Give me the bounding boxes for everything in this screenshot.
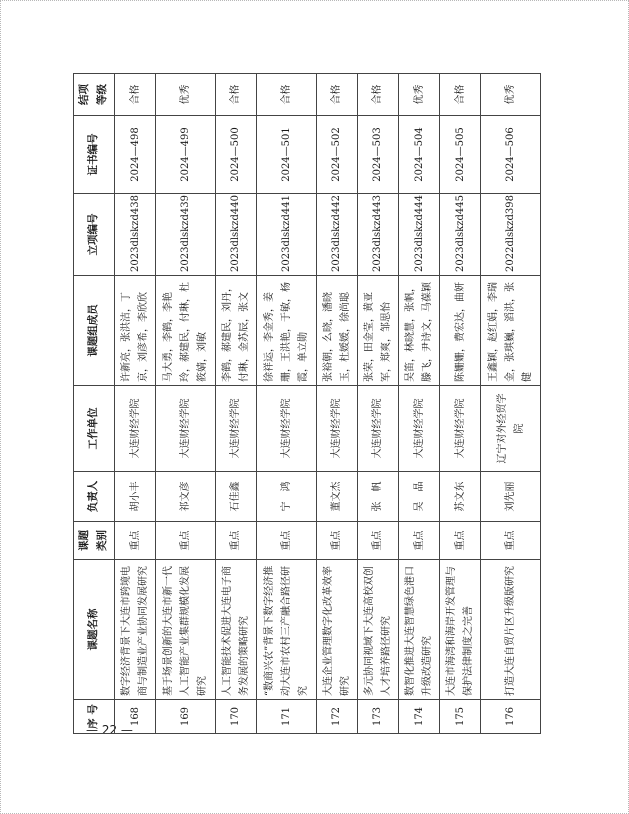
cell-seq: 168 (115, 700, 156, 734)
table-body (115, 74, 541, 734)
cell-cert-no: 2024—505 (440, 116, 481, 194)
cell-category: 重点 (215, 522, 256, 560)
cell-result: 合格 (357, 74, 398, 116)
cell-project-no: 2023dlskzd439 (156, 194, 216, 276)
cell-result: 合格 (215, 74, 256, 116)
cell-project-no: 2023dlskzd441 (257, 194, 317, 276)
header-members: 课题组成员 (74, 276, 115, 386)
cell-category: 重点 (257, 522, 317, 560)
cell-leader: 宁 鸿 (257, 472, 317, 522)
cell-project-no: 2023dlskzd438 (115, 194, 156, 276)
cell-leader: 张 帆 (357, 472, 398, 522)
cell-name: 数智化推进大连智慧绿色港口升级改造研究 (399, 560, 440, 700)
cell-result: 优秀 (399, 74, 440, 116)
table-row (399, 74, 440, 734)
cell-seq: 174 (399, 700, 440, 734)
cell-category: 重点 (357, 522, 398, 560)
cell-seq: 175 (440, 700, 481, 734)
cell-cert-no: 2024—500 (215, 116, 256, 194)
page-number: — 22 — (86, 723, 133, 737)
cell-project-no: 2023dlskzd440 (215, 194, 256, 276)
cell-seq: 169 (156, 700, 216, 734)
cell-name: “数商兴农”背景下数字经济推动大连市农村三产融合路径研究 (257, 560, 317, 700)
cell-seq: 176 (481, 700, 541, 734)
cell-unit: 大连财经学院 (115, 386, 156, 472)
cell-cert-no: 2024—504 (399, 116, 440, 194)
table-row (316, 74, 357, 734)
cell-result: 优秀 (156, 74, 216, 116)
cell-unit: 大连财经学院 (257, 386, 317, 472)
cell-cert-no: 2024—506 (481, 116, 541, 194)
table-row (481, 74, 541, 734)
header-cert-no: 证书编号 (74, 116, 115, 194)
cell-category: 重点 (156, 522, 216, 560)
cell-members: 王鑫颖，赵红娟，李瑞金，张琪巍，滔洪，张健 (481, 276, 541, 386)
rotated-table-wrapper (73, 74, 541, 734)
cell-cert-no: 2024—498 (115, 116, 156, 194)
header-leader: 负责人 (74, 472, 115, 522)
header-seq: 序 号 (74, 700, 115, 734)
cell-category: 重点 (115, 522, 156, 560)
cell-unit: 大连财经学院 (357, 386, 398, 472)
cell-unit: 大连财经学院 (156, 386, 216, 472)
cell-category: 重点 (440, 522, 481, 560)
cell-leader: 胡小丰 (115, 472, 156, 522)
cell-name: 基于场景创新的大连市新一代人工智能产业集群规模化发展研究 (156, 560, 216, 700)
cell-project-no: 2022dlskzd398 (481, 194, 541, 276)
cell-result: 合格 (316, 74, 357, 116)
cell-seq: 171 (257, 700, 317, 734)
cell-leader: 石佳鑫 (215, 472, 256, 522)
cell-cert-no: 2024—499 (156, 116, 216, 194)
cell-unit: 大连财经学院 (399, 386, 440, 472)
cell-members: 许新亮，张洪洁，丁京，刘彦希，李欣欣 (115, 276, 156, 386)
cell-name: 人工智能技术促进大连电子商务发展的策略研究 (215, 560, 256, 700)
results-table (73, 73, 541, 734)
cell-project-no: 2023dlskzd445 (440, 194, 481, 276)
header-name: 课题名称 (74, 560, 115, 700)
cell-cert-no: 2024—503 (357, 116, 398, 194)
cell-unit: 辽宁对外经贸学院 (481, 386, 541, 472)
cell-project-no: 2023dlskzd443 (357, 194, 398, 276)
cell-result: 优秀 (481, 74, 541, 116)
cell-name: 多元协同视域下大连高校双创人才培养路径研究 (357, 560, 398, 700)
table-row (357, 74, 398, 734)
cell-leader: 祁文彦 (156, 472, 216, 522)
cell-seq: 170 (215, 700, 256, 734)
header-unit: 工作单位 (74, 386, 115, 472)
cell-members: 陈姗姗，费宏达，曲妍 (440, 276, 481, 386)
cell-category: 重点 (481, 522, 541, 560)
cell-name: 大连企业管理数字化改革效率研究 (316, 560, 357, 700)
table-row (257, 74, 317, 734)
cell-project-no: 2023dlskzd442 (316, 194, 357, 276)
cell-cert-no: 2024—501 (257, 116, 317, 194)
table-row (115, 74, 156, 734)
cell-category: 重点 (316, 522, 357, 560)
cell-members: 张裕朝，么晓，潘晓玉，杜媛媛，徐尚聪 (316, 276, 357, 386)
cell-unit: 大连财经学院 (215, 386, 256, 472)
cell-leader: 苏文东 (440, 472, 481, 522)
header-category: 课题 类别 (74, 522, 115, 560)
cell-members: 徐祥运，李金秀，姜珊，王洪艳，于敏，杨霞，单立勋 (257, 276, 317, 386)
table-row (156, 74, 216, 734)
cell-members: 吴笛，林晓慧，张帆，滕飞，尹诗文，马葆颖 (399, 276, 440, 386)
table-row (215, 74, 256, 734)
cell-cert-no: 2024—502 (316, 116, 357, 194)
cell-result: 合格 (257, 74, 317, 116)
cell-leader: 刘先丽 (481, 472, 541, 522)
cell-members: 张荣，田金莹，黄亚军，郑爽，邹思怡 (357, 276, 398, 386)
header-project-no: 立项编号 (74, 194, 115, 276)
cell-leader: 董文杰 (316, 472, 357, 522)
table-header-row (74, 74, 115, 734)
cell-seq: 173 (357, 700, 398, 734)
table-row (440, 74, 481, 734)
cell-members: 李鹤，郝建民，刘丹，付琳，金苏辰，张文 (215, 276, 256, 386)
header-result: 结项 等级 (74, 74, 115, 116)
cell-members: 马大勇，李鹤，李艳玲，郝建民，付琳，杜筱婧，刘敏 (156, 276, 216, 386)
cell-name: 打造大连自贸片区升级版研究 (481, 560, 541, 700)
cell-unit: 大连财经学院 (440, 386, 481, 472)
cell-result: 合格 (115, 74, 156, 116)
cell-seq: 172 (316, 700, 357, 734)
cell-project-no: 2023dlskzd444 (399, 194, 440, 276)
cell-leader: 吴 晶 (399, 472, 440, 522)
cell-category: 重点 (399, 522, 440, 560)
cell-unit: 大连财经学院 (316, 386, 357, 472)
cell-name: 大连市海湾和海岸开发管理与保护法律制度之完善 (440, 560, 481, 700)
cell-result: 合格 (440, 74, 481, 116)
cell-name: 数字经济背景下大连市跨境电商与制造业产业协同发展研究 (115, 560, 156, 700)
